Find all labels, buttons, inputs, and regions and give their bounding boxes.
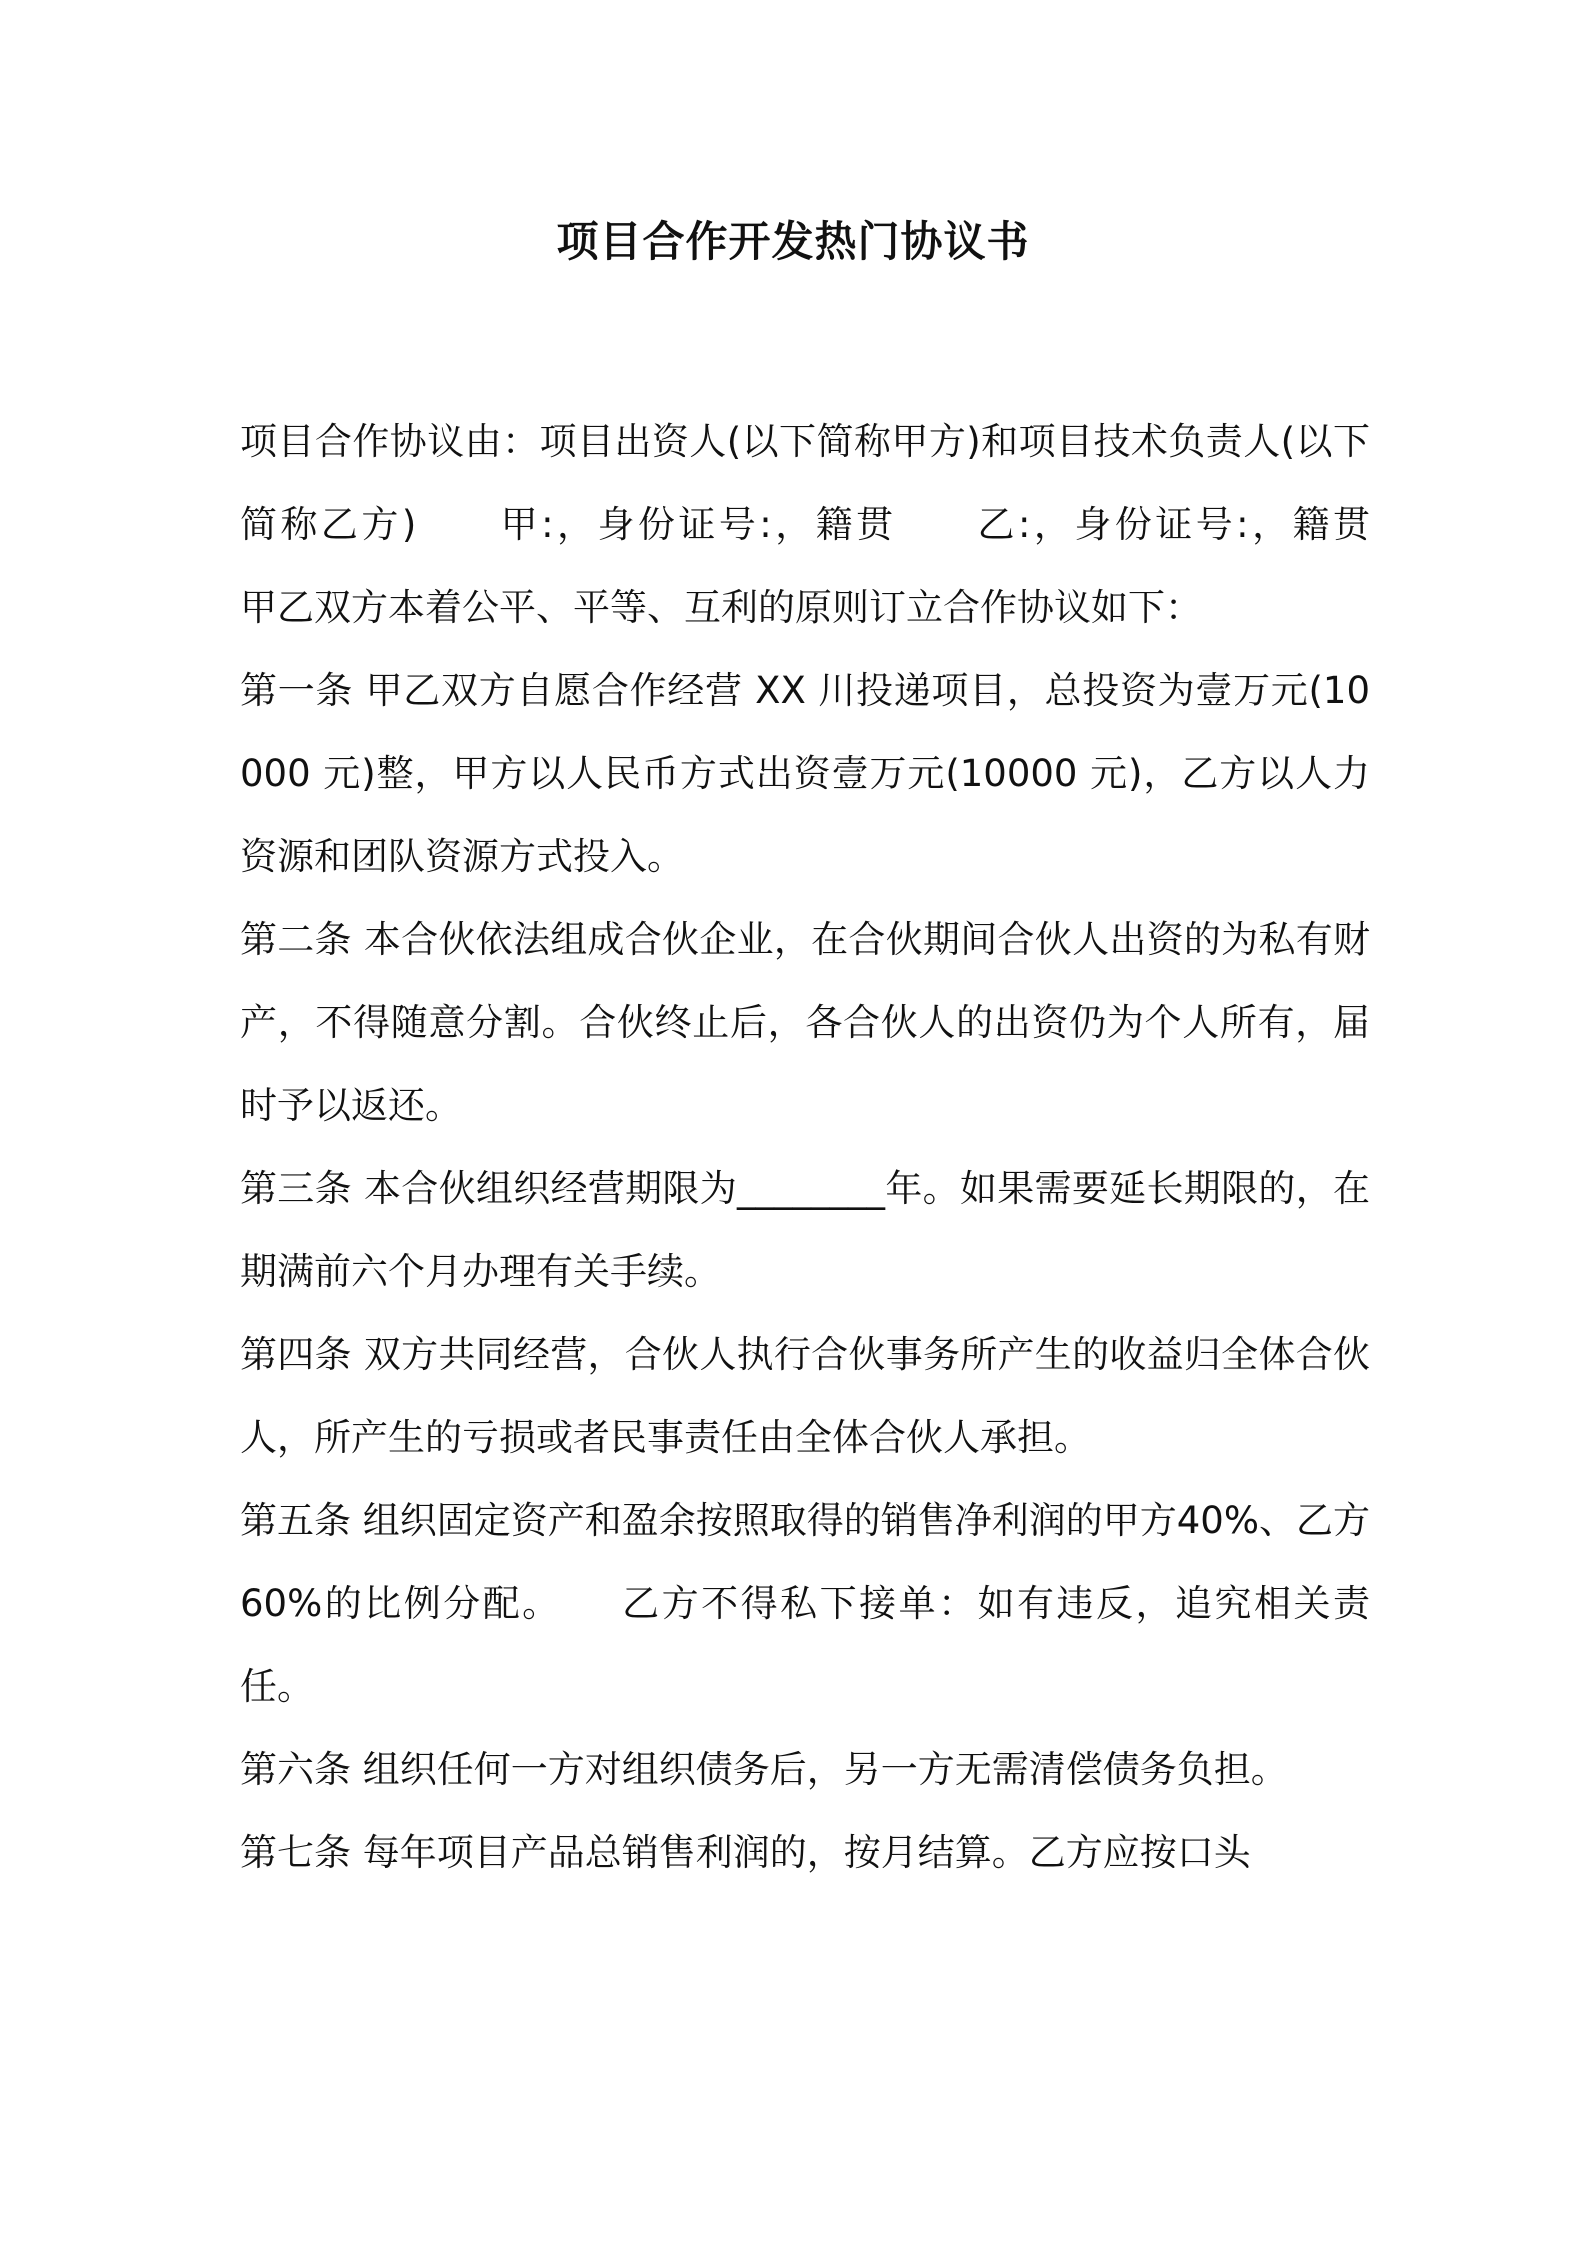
article-4-paragraph: 第四条 双方共同经营，合伙人执行合伙事务所产生的收益归全体合伙人，所产生的亏损或者民事责任由全体合伙人承担。 <box>240 1333 1370 1459</box>
article-2-paragraph: 第二条 本合伙依法组成合伙企业，在合伙期间合伙人出资的为私有财产，不得随意分割。合伙终止后，各合伙人的出资仍为个人所有，届时予以返还。 <box>240 918 1370 1127</box>
document-body <box>240 400 1444 1894</box>
preamble-paragraph: 项目合作协议由：项目出资人(以下简称甲方)和项目技术负责人(以下简称乙方) 甲:，身份证号:，籍贯 乙:，身份证号:，籍贯 甲乙双方本着公平、平等、互利的原则订立合作协议如下： <box>240 420 1444 629</box>
article-7-paragraph: 第七条 每年项目产品总销售利润的，按月结算。乙方应按口头 <box>240 1831 1251 1874</box>
article-1-paragraph: 第一条 甲乙双方自愿合作经营 XX 川投递项目，总投资为壹万元(10000 元)整，甲方以人民币方式出资壹万元(10000 元)，乙方以人力资源和团队资源方式投入。 <box>240 669 1370 878</box>
document-title: 项目合作开发热门协议书 <box>556 217 1030 266</box>
article-6-paragraph: 第六条 组织任何一方对组织债务后，另一方无需清偿债务负担。 <box>240 1748 1288 1791</box>
article-3-paragraph: 第三条 本合伙组织经营期限为________年。如果需要延长期限的，在期满前六个月办理有关手续。 <box>240 1167 1370 1293</box>
article-5-paragraph: 第五条 组织固定资产和盈余按照取得的销售净利润的甲方40%、乙方 60%的比例分配。 乙方不得私下接单：如有违反，追究相关责任。 <box>240 1499 1382 1708</box>
